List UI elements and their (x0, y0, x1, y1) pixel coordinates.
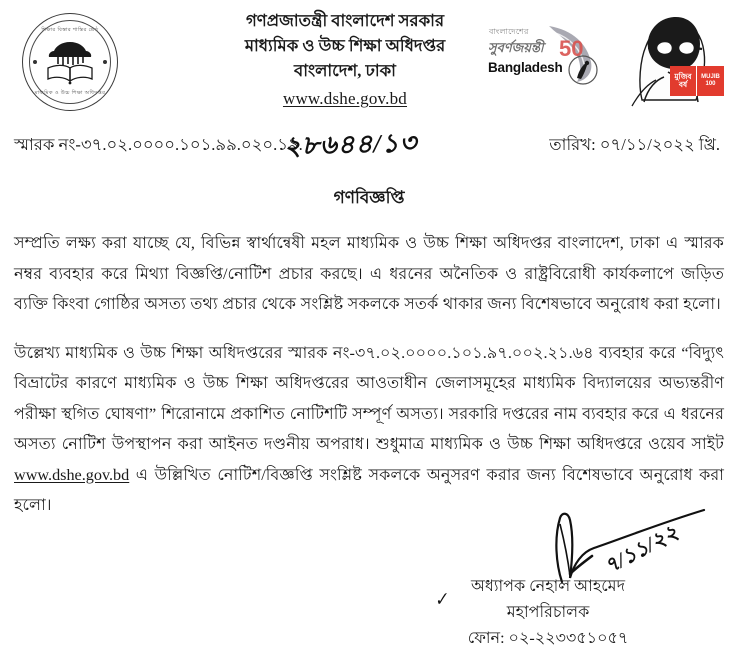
seal-arc-bottom-text: মাধ্যমিক ও উচ্চ শিক্ষা অধিদপ্তর (34, 90, 106, 96)
mujib-badge-english (696, 66, 724, 96)
document-header (0, 0, 738, 122)
mujib-badge-bangla-line2: বর্ষ (678, 80, 688, 89)
memo-date-row (0, 128, 738, 168)
seal-arc-top-text: শিক্ষার বিস্তার শান্তির শ্রেষ্ঠ (41, 27, 99, 33)
svg-text:50: 50 (559, 36, 584, 61)
mujib-borsho-badge (670, 66, 724, 96)
jubilee-english-text: Bangladesh (488, 60, 563, 75)
signatory-name: অধ্যাপক নেহাল আহমেদ (471, 578, 625, 595)
notice-paragraph-2 (14, 338, 724, 521)
memo-date: তারিখ: ০৭/১১/২০২২ খ্রি. (549, 135, 720, 154)
book-banyan-emblem-icon (42, 39, 98, 85)
mujib-badge-english-line1: MUJIB (701, 74, 720, 81)
mujib-borsho-logo (612, 4, 730, 110)
notice-paragraph-1: সম্প্রতি লক্ষ্য করা যাচ্ছে যে, বিভিন্ন স্বার্থান্বেষী মহল মাধ্যমিক ও উচ্চ শিক্ষা অধিদপ্তর বাংলাদেশ, ঢাকা এ স্মারক নম্বর ব্যবহার করে মিথ্যা বিজ্ঞপ্তি/নোটিশ প্রচার করছে। এ ধরনের অনৈতিক ও রাষ্ট্রবিরোধী কার্যকলাপে জড়িত ব্যক্তি কিংবা গোষ্ঠির অসত্য তথ্য প্রচার থেকে সংশ্লিষ্ট সকলকে সতর্ক থাকার জন্য বিশেষভাবে অনুরোধ করা হলো। (14, 234, 724, 313)
header-website-url[interactable]: www.dshe.gov.bd (282, 89, 408, 109)
signature-handwritten-date: ৭/১১/২২ (600, 519, 683, 579)
memo-number-label: স্মারক নং-৩৭.০২.০০০০.১০১.৯৯.০২০.১৯. (14, 135, 303, 154)
signatory-designation: মহাপরিচালক (506, 604, 590, 621)
title-line-3: বাংলাদেশ, ঢাকা (294, 61, 396, 81)
notice-title: গণবিজ্ঞপ্তি (333, 188, 405, 207)
title-line-2: মাধ্যমিক ও উচ্চ শিক্ষা অধিদপ্তর (244, 36, 446, 56)
memo-handwritten-number: ২৮৬৪৪/১৩ (283, 128, 418, 161)
dshe-seal-logo (22, 13, 118, 111)
jubilee-fifty-mark-icon (543, 22, 599, 86)
signatory-phone: ফোন: ০২-২২৩৩৫১০৫৭ (467, 630, 629, 647)
jubilee-bangla-main-text: সুবর্ণজয়ন্তী (488, 40, 544, 55)
jubilee-bangla-top-text: বাংলাদেশের (489, 27, 529, 36)
signature-initial-mark: ✓ (432, 588, 450, 611)
golden-jubilee-logo (487, 14, 595, 100)
seal-dot-left (33, 60, 37, 64)
ministry-title-block (180, 8, 510, 112)
notice-body (14, 228, 724, 539)
notice-paragraph-2-part2: এ উল্লিখিত নোটিশ/বিজ্ঞপ্তি সংশ্লিষ্ট সকলকে অনুসরণ করার জন্য বিশেষভাবে অনুরোধ করা হলো। (14, 465, 724, 514)
mujib-badge-bangla-line1: মুজিব (674, 71, 692, 81)
signature-block (398, 574, 698, 652)
seal-dot-right (103, 60, 107, 64)
mujib-badge-bangla (670, 66, 696, 96)
title-line-1: গণপ্রজাতন্ত্রী বাংলাদেশ সরকার (245, 11, 445, 30)
notice-paragraph-2-part1: উল্লেখ্য মাধ্যমিক ও উচ্চ শিক্ষা অধিদপ্তরের স্মারক নং-৩৭.০২.০০০০.১০১.৯৭.০০২.২১.৬৪ ব্যবহার করে “বিদ্যুৎ বিভ্রাটের কারণে মাধ্যমিক ও উচ্চ শিক্ষা অধিদপ্তরের আওতাধীন জেলাসমূহের মাধ্যমিক বিদ্যালয়ের অভ্যন্তরীণ পরীক্ষা স্থগিত ঘোষণা” শিরোনামে প্রকাশিত নোটিশটি সম্পূর্ণ অসত্য। সরকারি দপ্তরের নাম ব্যবহার করে এ ধরনের অসত্য নোটিশ উপস্থাপন করা আইনত দণ্ডনীয় অপরাধ। শুধুমাত্র মাধ্যমিক ও উচ্চ শিক্ষা অধিদপ্তরে ওয়েব সাইট (14, 343, 724, 453)
notice-inline-url[interactable]: www.dshe.gov.bd (14, 465, 130, 484)
mujib-badge-english-line2: 100 (705, 81, 716, 87)
